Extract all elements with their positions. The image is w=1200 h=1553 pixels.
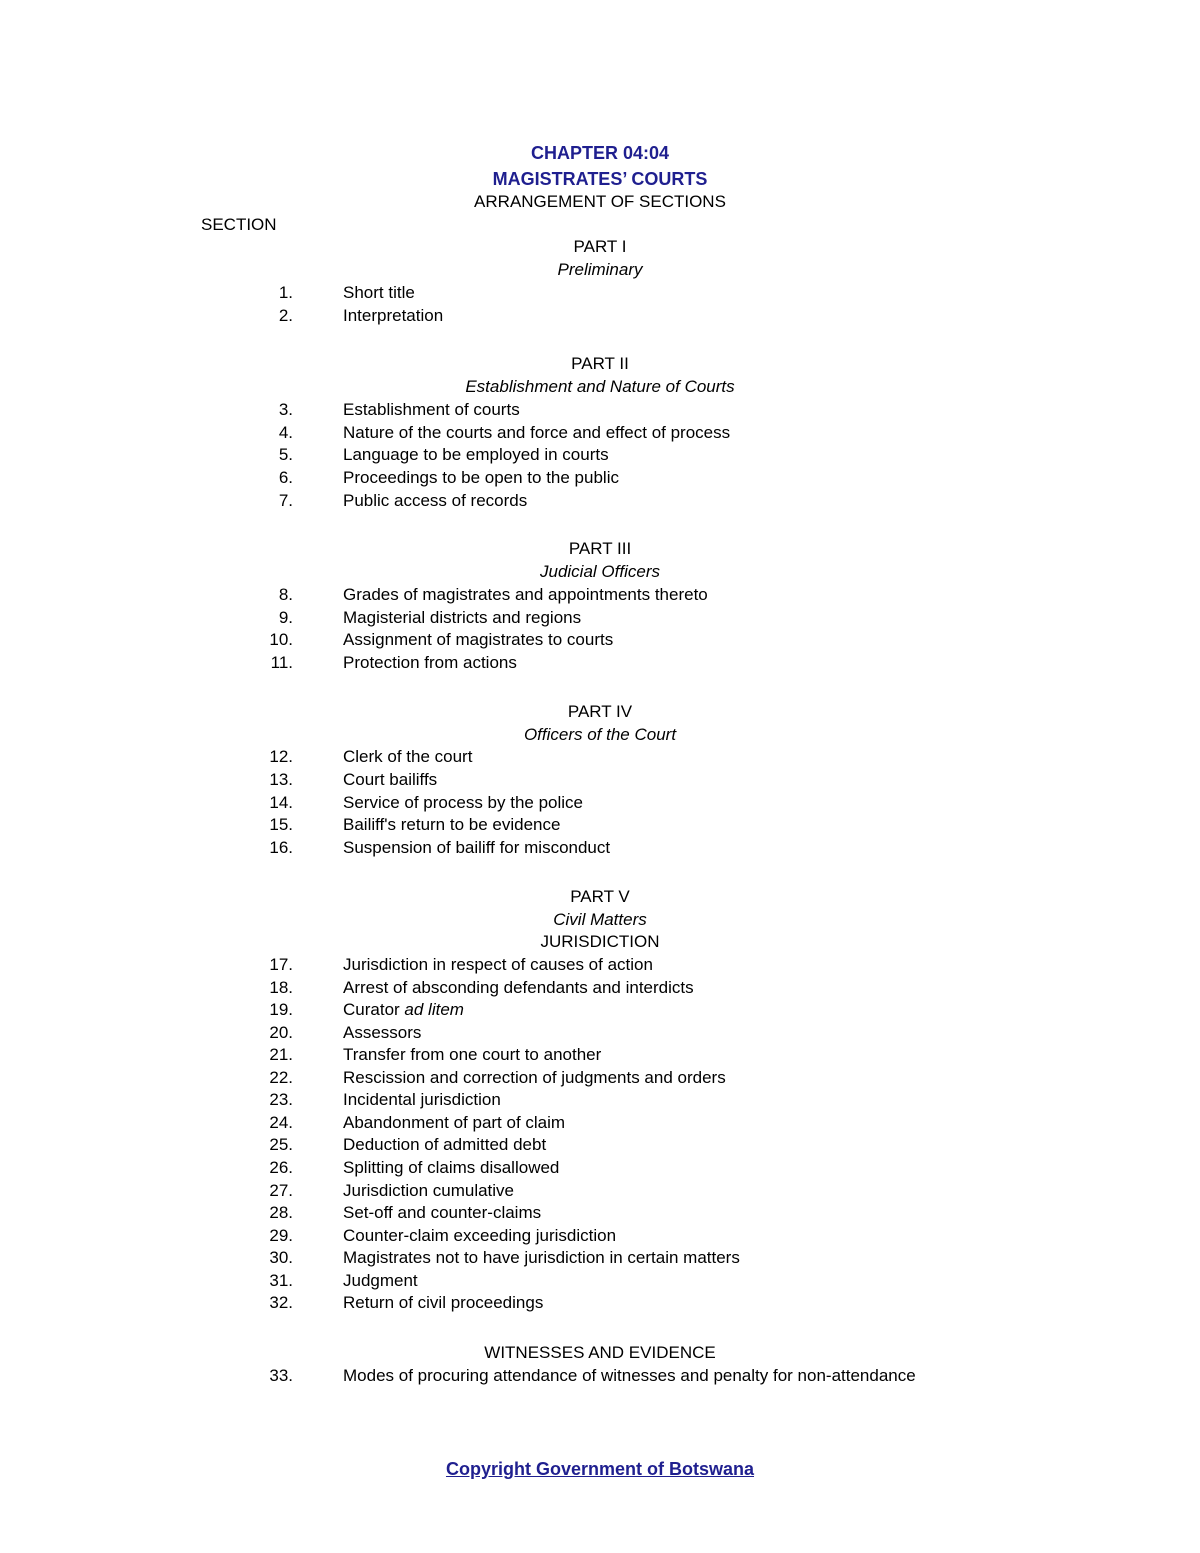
section-number: 3. [278, 400, 293, 419]
section-title: Suspension of bailiff for misconduct [343, 838, 611, 857]
section-entry [0, 1157, 1200, 1179]
part-heading: PART II [571, 354, 629, 373]
section-entry [0, 746, 1200, 768]
section-title: Jurisdiction cumulative [343, 1181, 515, 1200]
part-heading: PART V [570, 887, 630, 906]
section-number: 22. [269, 1068, 293, 1087]
subpart-heading: JURISDICTION [540, 932, 660, 951]
section-number: 4. [278, 423, 293, 442]
section-title: Rescission and correction of judgments and orders [343, 1068, 726, 1087]
section-number: 19. [269, 1000, 293, 1019]
section-title: Abandonment of part of claim [343, 1113, 566, 1132]
section-number: 6. [278, 468, 293, 487]
section-entry [0, 814, 1200, 836]
section-title: Counter-claim exceeding jurisdiction [343, 1226, 617, 1245]
section-title: Arrest of absconding defendants and interdicts [343, 978, 694, 997]
section-title: Judgment [343, 1271, 418, 1290]
section-number: 21. [269, 1045, 293, 1064]
section-entry [0, 1134, 1200, 1156]
section-title: Short title [343, 283, 415, 302]
section-title: Court bailiffs [343, 770, 438, 789]
part-heading: PART I [573, 237, 627, 256]
section-title: Incidental jurisdiction [343, 1090, 501, 1109]
section-title: Magistrates not to have jurisdiction in certain matters [343, 1248, 740, 1267]
section-entry [0, 444, 1200, 466]
section-number: 8. [278, 585, 293, 604]
section-number: 5. [278, 445, 293, 464]
section-entry [0, 1044, 1200, 1066]
section-number: 14. [269, 793, 293, 812]
section-entry [0, 282, 1200, 304]
section-entry [0, 1067, 1200, 1089]
section-entry [0, 607, 1200, 629]
section-title: Bailiff's return to be evidence [343, 815, 561, 834]
section-title: Language to be employed in courts [343, 445, 609, 464]
section-entry [0, 1270, 1200, 1292]
section-title: Transfer from one court to another [343, 1045, 602, 1064]
part-subtitle: Establishment and Nature of Courts [465, 377, 735, 396]
section-entry [0, 954, 1200, 976]
section-entry [0, 1292, 1200, 1314]
section-title: Splitting of claims disallowed [343, 1158, 560, 1177]
part-subtitle: Officers of the Court [523, 725, 677, 744]
section-entry [0, 1202, 1200, 1224]
section-number: 16. [269, 838, 293, 857]
section-column-label: SECTION [201, 215, 277, 234]
section-title: Set-off and counter-claims [343, 1203, 542, 1222]
section-entry [0, 490, 1200, 512]
section-entry [0, 584, 1200, 606]
section-number: 13. [269, 770, 293, 789]
section-number: 17. [269, 955, 293, 974]
section-title: Magisterial districts and regions [343, 608, 582, 627]
section-entry [0, 977, 1200, 999]
section-number: 1. [278, 283, 293, 302]
section-title: Modes of procuring attendance of witnesses and penalty for non-attendance [343, 1366, 916, 1385]
chapter-title: MAGISTRATES’ COURTS [492, 169, 708, 189]
section-number: 2. [278, 306, 293, 325]
section-number: 25. [269, 1135, 293, 1154]
section-title: Deduction of admitted debt [343, 1135, 547, 1154]
section-entry [0, 399, 1200, 421]
section-entry [0, 792, 1200, 814]
section-number: 20. [269, 1023, 293, 1042]
section-number: 15. [269, 815, 293, 834]
part-heading: PART III [568, 539, 632, 558]
section-title: Nature of the courts and force and effect of process [343, 423, 731, 442]
section-number: 23. [269, 1090, 293, 1109]
section-entry [0, 1112, 1200, 1134]
section-number: 12. [269, 747, 293, 766]
section-entry [0, 1225, 1200, 1247]
section-title-text: Curator [343, 1000, 405, 1019]
section-number: 24. [269, 1113, 293, 1132]
section-number: 28. [269, 1203, 293, 1222]
chapter-number: CHAPTER 04:04 [530, 143, 670, 163]
section-number: 9. [278, 608, 293, 627]
section-entry [0, 629, 1200, 651]
section-number: 7. [278, 491, 293, 510]
section-title: Proceedings to be open to the public [343, 468, 619, 487]
section-entry [0, 1247, 1200, 1269]
section-title: Jurisdiction in respect of causes of action [343, 955, 653, 974]
section-entry [0, 837, 1200, 859]
section-title-latin: ad litem [404, 1000, 464, 1019]
section-entry [0, 467, 1200, 489]
section-number: 30. [269, 1248, 293, 1267]
section-title: Grades of magistrates and appointments thereto [343, 585, 708, 604]
section-number: 32. [269, 1293, 293, 1312]
section-title: Assignment of magistrates to courts [343, 630, 614, 649]
part-heading: PART IV [567, 702, 633, 721]
section-entry [0, 652, 1200, 674]
section-number: 33. [269, 1366, 293, 1385]
copyright-link[interactable]: Copyright Government of Botswana [445, 1459, 755, 1479]
section-number: 31. [269, 1271, 293, 1290]
part-subtitle: Civil Matters [553, 910, 647, 929]
section-entry [0, 305, 1200, 327]
section-entry [0, 1089, 1200, 1111]
section-number: 11. [270, 653, 293, 672]
section-entry [0, 769, 1200, 791]
section-title [343, 999, 464, 1021]
section-entry [0, 1180, 1200, 1202]
section-number: 29. [269, 1226, 293, 1245]
section-title: Clerk of the court [343, 747, 473, 766]
arrangement-heading: ARRANGEMENT OF SECTIONS [474, 192, 726, 211]
section-title: Protection from actions [343, 653, 517, 672]
footer [0, 1458, 1200, 1480]
section-title: Service of process by the police [343, 793, 584, 812]
section-number: 27. [269, 1181, 293, 1200]
subpart-heading: WITNESSES AND EVIDENCE [484, 1343, 716, 1362]
section-title: Establishment of courts [343, 400, 520, 419]
section-title: Interpretation [343, 306, 444, 325]
section-entry [0, 422, 1200, 444]
section-entry [0, 999, 1200, 1021]
section-title: Return of civil proceedings [343, 1293, 544, 1312]
section-number: 10. [269, 630, 293, 649]
section-title: Assessors [343, 1023, 422, 1042]
part-subtitle: Preliminary [557, 260, 643, 279]
section-number: 18. [269, 978, 293, 997]
section-entry [0, 1022, 1200, 1044]
section-number: 26. [269, 1158, 293, 1177]
section-title: Public access of records [343, 491, 528, 510]
part-subtitle: Judicial Officers [540, 562, 660, 581]
section-entry [0, 1365, 1200, 1387]
